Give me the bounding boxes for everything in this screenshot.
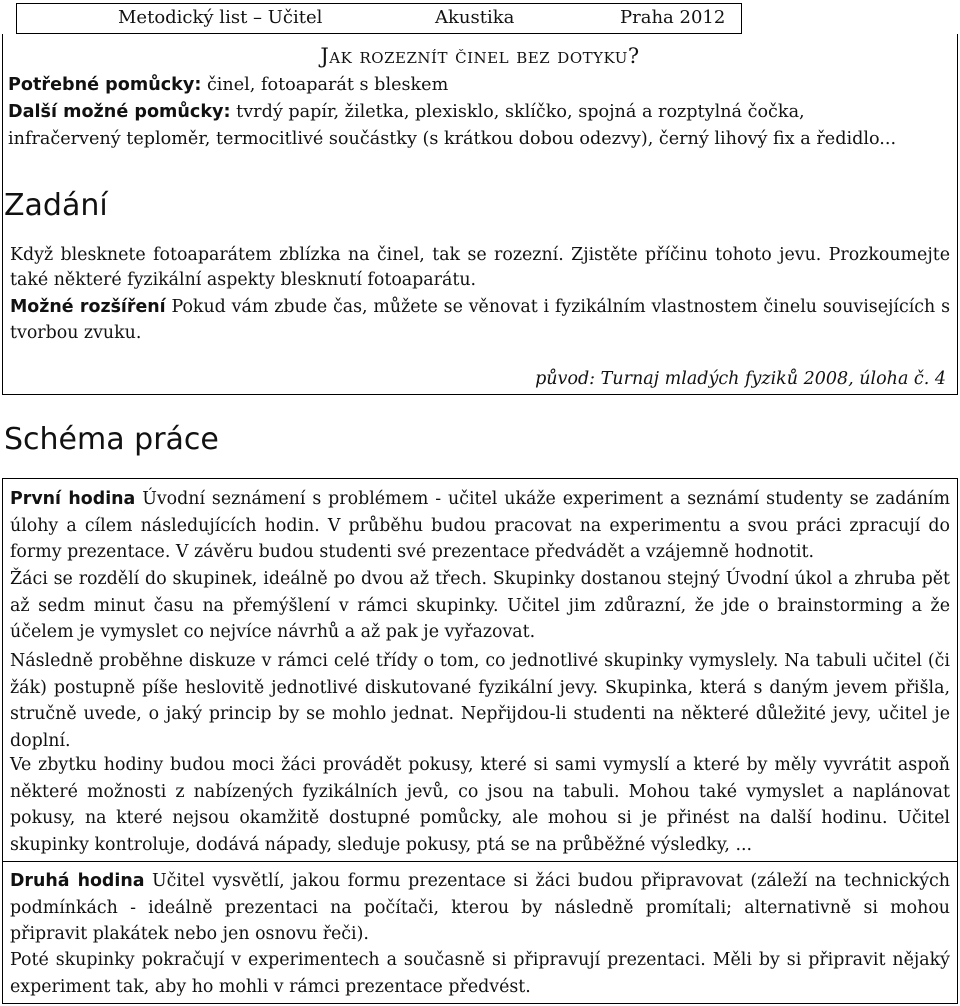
hour1-p4: Ve zbytku hodiny budou moci žáci provádět pokusy, které si sami vymyslí a které by měly vyvrátit aspoň některé možnosti z nabízených fyzikálních jevů, co jsou na tabuli. Mohou také vymyslet a naplánovat pokusy, na které nejsou okamžitě dostupné pomůcky, ale mohou si je přinést na další hodinu. Učitel skupinky kontroluje, dodává nápady, sleduje pokusy, ptá se na průběžné výsledky, ... xyxy=(10,755,950,855)
other-materials xyxy=(8,102,952,122)
assignment-text: Když blesknete fotoaparátem zblízka na činel, tak se rozezní. Zjistěte příčinu tohoto jevu. Prozkoumejte také některé fyzikální aspekty blesknutí fotoaparátu. xyxy=(10,245,950,290)
hour2-p2: Poté skupinky pokračují v experimentech a současně si připravují prezentaci. Měli by si připravit nějaký experiment tak, aby ho mohli v rámci prezentace předvést. xyxy=(10,950,950,997)
assignment-heading: Zadání xyxy=(4,188,108,223)
hour1-p2: Žáci se rozdělí do skupinek, ideálně po dvou až třech. Skupinky dostanou stejný Úvodní úkol a zhruba pět až sedm minut času na přemýšlení v rámci skupinky. Učitel jim zdůrazní, že jde o brainstorming a že účelem je vymyslet co nejvíce návrhů a až pak je vyřazovat. xyxy=(10,569,950,642)
header-doc-type: Metodický list – Učitel xyxy=(118,7,323,28)
extension-text: Pokud vám zbude čas, můžete se věnovat i fyzikálním vlastnostem činelu souvisejících s tvorbou zvuku. xyxy=(10,297,951,343)
assignment-extension xyxy=(10,294,950,346)
hour1-p1 xyxy=(10,486,950,566)
hour1-label: První hodina xyxy=(10,489,136,509)
header-place-year: Praha 2012 xyxy=(620,7,726,28)
other-materials-text-2: infračervený teploměr, termocitlivé součástky (s krátkou dobou odezvy), černý lihový fix a ředidlo... xyxy=(8,129,897,149)
extension-label: Možné rozšíření xyxy=(10,297,166,317)
other-materials-label: Další možné pomůcky: xyxy=(8,102,231,122)
header-subject: Akustika xyxy=(435,7,515,28)
hour1-p3: Následně proběhne diskuze v rámci celé třídy o tom, co jednotlivé skupinky vymyslely. Na tabuli učitel (či žák) postupně píše heslovitě jednotlivé diskutované fyzikální jevy. Skupinka, která s daným jevem přišla, stručně uvede, o jaký princip by se mohlo jednat. Nepřijdou-li studenti na některé důležité jevy, učitel je doplní. xyxy=(10,651,950,751)
page-title: Jak rozeznít činel bez dotyku? xyxy=(320,44,640,68)
task-origin: původ: Turnaj mladých fyziků 2008, úloha č. 4 xyxy=(535,369,946,389)
hour2-p1 xyxy=(10,868,950,948)
hour2-p1-text: Učitel vysvětlí, jakou formu prezentace si žáci budou připravovat (záleží na technických podmínkách - ideálně prezentaci na počítači, kterou by následně promítali; alternativně si mohou připravit plakátek nebo jen osnovu řeči). xyxy=(10,871,950,944)
schedule-heading: Schéma práce xyxy=(4,422,219,457)
hour1-p1-text: Úvodní seznámení s problémem - učitel ukáže experiment a seznámí studenty se zadáním úlohy a cílem následujících hodin. V průběhu budou pracovat na experimentu a svou práci zpracují do formy prezentace. V závěru budou studenti své prezentace předvádět a vzájemně hodnotit. xyxy=(10,489,950,562)
needed-materials xyxy=(8,75,448,95)
hour2-label: Druhá hodina xyxy=(10,871,145,891)
other-materials-text-1: tvrdý papír, žiletka, plexisklo, sklíčko, spojná a rozptylná čočka, xyxy=(236,102,805,122)
needed-materials-label: Potřebné pomůcky: xyxy=(8,75,202,95)
needed-materials-text: činel, fotoaparát s bleskem xyxy=(206,75,449,95)
